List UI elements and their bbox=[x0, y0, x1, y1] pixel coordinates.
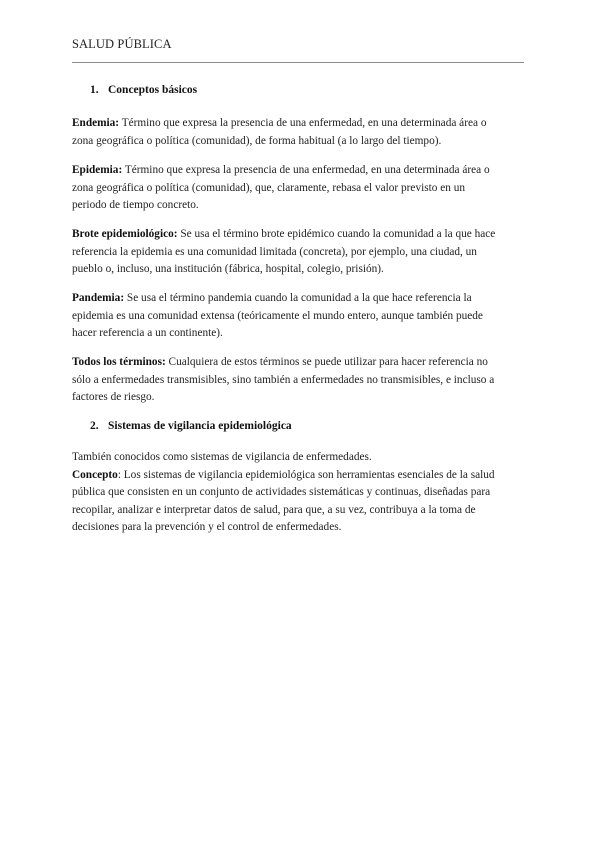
definition-text: zona geográfica o política (comunidad), de forma habitual (a lo largo del tiempo). bbox=[72, 134, 442, 147]
definition-text: sólo a enfermedades transmisibles, sino también a enfermedades no transmisibles, e incluso a bbox=[72, 373, 495, 386]
definition-todos-los-terminos bbox=[72, 354, 527, 407]
definition-term: Todos los términos: bbox=[72, 356, 166, 368]
section-heading-1 bbox=[90, 84, 197, 96]
vigilancia-paragraph bbox=[72, 449, 527, 537]
definition-text: factores de riesgo. bbox=[72, 391, 155, 403]
definition-term: Endemia: bbox=[72, 117, 120, 129]
definition-text: hacer referencia a un continente). bbox=[72, 327, 223, 339]
definition-text: epidemia es una comunidad extensa (teóricamente el mundo entero, aunque también puede bbox=[72, 309, 483, 322]
vigilancia-intro: También conocidos como sistemas de vigilancia de enfermedades. bbox=[72, 451, 372, 463]
definition-text: pueblo o, incluso, una institución (fábrica, hospital, colegio, prisión). bbox=[72, 263, 384, 275]
definition-text: pública que consisten en un conjunto de actividades sistemáticas y continuas, diseñadas para bbox=[72, 486, 491, 498]
definition-term: Epidemia: bbox=[72, 164, 123, 176]
definition-text: periodo de tiempo concreto. bbox=[72, 199, 199, 211]
section-title: Conceptos básicos bbox=[108, 84, 198, 96]
definition-text: : Los sistemas de vigilancia epidemiológica son herramientas esenciales de la salud bbox=[117, 468, 495, 481]
section-number: 1. bbox=[90, 84, 99, 96]
definition-text: Cualquiera de estos términos se puede utilizar para hacer referencia no bbox=[165, 356, 488, 368]
section-number: 2. bbox=[90, 420, 99, 432]
definition-brote-epidemiologico bbox=[72, 226, 527, 279]
definition-pandemia bbox=[72, 290, 527, 343]
section-title: Sistemas de vigilancia epidemiológica bbox=[108, 420, 292, 432]
definition-term: Pandemia: bbox=[72, 292, 125, 304]
header-divider bbox=[72, 62, 524, 63]
definition-text: Se usa el término pandemia cuando la comunidad a la que hace referencia la bbox=[124, 292, 472, 304]
definition-text: referencia la epidemia es una comunidad limitada (concreta), por ejemplo, una ciudad, un bbox=[72, 245, 477, 258]
definition-epidemia bbox=[72, 162, 527, 215]
page-header-title: SALUD PÚBLICA bbox=[72, 37, 172, 51]
definition-text: zona geográfica o política (comunidad), que, claramente, rebasa el valor previsto en un bbox=[72, 181, 466, 194]
definition-text: decisiones para la prevención y el control de enfermedades. bbox=[72, 521, 342, 533]
definition-text: Se usa el término brote epidémico cuando la comunidad a la que hace bbox=[177, 228, 496, 240]
section-heading-2 bbox=[90, 420, 292, 432]
definition-term: Concepto bbox=[72, 468, 118, 481]
definition-text: recopilar, analizar e interpretar datos de salud, para que, a su vez, contribuya a la toma de bbox=[72, 503, 476, 516]
definition-text: Término que expresa la presencia de una enfermedad, en una determinada área o bbox=[122, 164, 490, 176]
definition-endemia bbox=[72, 115, 527, 150]
definition-text: Término que expresa la presencia de una enfermedad, en una determinada área o bbox=[119, 117, 487, 129]
definition-term: Brote epidemiológico: bbox=[72, 228, 178, 240]
